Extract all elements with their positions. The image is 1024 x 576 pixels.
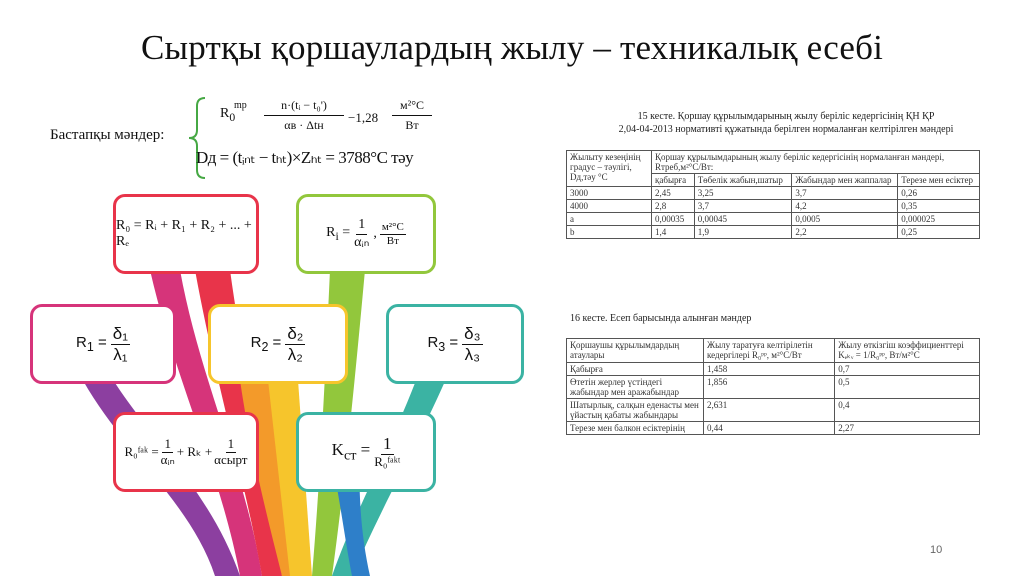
table16-cell: 1,856: [704, 376, 835, 399]
table16-cell: 2,631: [704, 399, 835, 422]
table16-caption: 16 кесте. Есеп барысында алынған мәндер: [570, 313, 752, 324]
r0-fact-box: [113, 412, 259, 492]
table15-caption: [566, 110, 1006, 136]
table15-subheader: қабырға: [652, 174, 695, 187]
r0-sum-formula: R₀ = Rᵢ + R₁ + R₂ + ... + Rₑ: [116, 218, 252, 249]
ri-symbol: $R_i$ =: [326, 225, 351, 243]
table15-cell: 1,4: [652, 226, 695, 239]
slide-title: Сыртқы қоршаулардың жылу – техникалық есебі: [140, 28, 884, 67]
table15-cell: 3,7: [792, 187, 898, 200]
page-number: 10: [930, 544, 943, 556]
r0-fact-symbol: R₀ᶠᵃᵏ =: [124, 444, 159, 459]
table15-head-group: Қоршау құрылымдарының жылу беріліс кедергісінің нормаланған мәндері, Rтреб,м²°С/Вт:: [652, 151, 980, 174]
table15: [566, 150, 980, 239]
table15-cell: 0,0005: [792, 213, 898, 226]
r0-unit-den: Вт: [405, 118, 419, 132]
r1-symbol: $R_1$ =: [76, 334, 107, 354]
table15-cell: 3,25: [694, 187, 792, 200]
table15-cell: 2,45: [652, 187, 695, 200]
r0-tail: −1,28: [348, 110, 379, 125]
table15-cell: 2,8: [652, 200, 695, 213]
r0-denominator: αв · Δtн: [284, 118, 324, 132]
r1-box: [30, 304, 176, 384]
r0-sum-box: [113, 194, 259, 274]
k-fraction: $\frac{1}{\text{R₀ᶠᵃᵏᵗ}}$: [374, 434, 401, 469]
ri-fraction: $\frac{1}{\text{αᵢₙ}}$: [354, 217, 370, 250]
r0-fact-frac2: $\frac{1}{\text{αсырт}}$: [214, 435, 248, 467]
r3-symbol: $R_3$ =: [427, 334, 459, 354]
table-row: [567, 187, 980, 200]
table15-caption-line1: 15 кесте. Қоршау құрылымдарының жылу беріліс кедергісінің ҚН ҚР: [637, 111, 935, 122]
table15-cell: a: [567, 213, 652, 226]
r2-fraction: $\frac{\text{δ₂}}{\text{λ₂}}$: [287, 323, 304, 364]
table16-cell: 1,458: [704, 363, 835, 376]
table-row: [567, 422, 980, 435]
table15-cell: 1,9: [694, 226, 792, 239]
table16-header: Жылу өткізгіш коэффициенттері Kₑₖᵥ = 1/R₀ᵖᵖ, Вт/м²°С: [835, 339, 980, 363]
table-row: [567, 213, 980, 226]
degree-day-formula: Dд = (tᵢₙₜ − tₕₜ)×Zₕₜ = 3788°С тәу: [196, 148, 414, 167]
r1-fraction: $\frac{\text{δ₁}}{\text{λ₁}}$: [112, 323, 128, 364]
r0-fact-frac1: $\frac{1}{\text{αᵢₙ}}$: [160, 435, 175, 467]
ri-unit: $\frac{\text{м²°С}}{Вт}$: [381, 220, 404, 247]
r0-symbol: $R_0$: [220, 106, 236, 124]
table16-header: Қоршаушы құрылымдардың атаулары: [567, 339, 704, 363]
table-row: [567, 200, 980, 213]
table16: [566, 338, 980, 435]
k-box: [296, 412, 436, 492]
table15-cell: 0,00045: [694, 213, 792, 226]
table16-cell: 0,44: [704, 422, 835, 435]
table15-cell: 4,2: [792, 200, 898, 213]
table16-cell: Шатырлық, салқын еденасты мен үйастың қабаты жабындары: [567, 399, 704, 422]
initial-values-label: Бастапқы мәндер:: [50, 127, 165, 143]
r3-box: [386, 304, 524, 384]
table16-cell: Өтетін жерлер үстіндегі жабындар мен аражабындар: [567, 376, 704, 399]
r0-superscript: mp: [234, 100, 247, 111]
table15-head-col0: Жылыту кезеңінің градус – тәулігі, Dд,тәу °С: [567, 151, 652, 187]
table15-cell: 0,25: [898, 226, 980, 239]
r2-symbol: $R_2$ =: [250, 334, 282, 354]
table15-subheader: Төбелік жабын,шатыр: [694, 174, 792, 187]
r0-unit-num: м²°С: [400, 98, 424, 112]
table16-cell: 2,27: [835, 422, 980, 435]
table16-header: Жылу таратуға келтірілетін кедергілері R₀ᵖᵖ, м²°С/Вт: [704, 339, 835, 363]
table-row: [567, 399, 980, 422]
table15-cell: 0,35: [898, 200, 980, 213]
ri-box: $R_i$ = $\frac{1}{\text{αᵢₙ}}$ , $\frac{\text{м²°С}}{Вт}$: [296, 194, 436, 274]
table15-cell: 0,000025: [898, 213, 980, 226]
table-row: [567, 226, 980, 239]
table15-cell: 2,2: [792, 226, 898, 239]
table15-cell: 3000: [567, 187, 652, 200]
table-row: [567, 376, 980, 399]
r2-box: [208, 304, 348, 384]
table15-cell: b: [567, 226, 652, 239]
table16-cell: 0,7: [835, 363, 980, 376]
k-symbol: $K_{ст}$ =: [331, 439, 371, 464]
table-row: [567, 363, 980, 376]
r3-fraction: $\frac{\text{δ₃}}{\text{λ₃}}$: [464, 323, 481, 364]
table16-cell: Қабырға: [567, 363, 704, 376]
table15-subheader: Жабындар мен жаппалар: [792, 174, 898, 187]
table16-cell: 0,4: [835, 399, 980, 422]
table15-cell: 0,00035: [652, 213, 695, 226]
table15-caption-line2: 2,04-04-2013 нормативті құжатында берілген нормаланған келтірілген мәндері: [618, 124, 954, 135]
table15-cell: 0,26: [898, 187, 980, 200]
table16-cell: Терезе мен балкон есіктерінің: [567, 422, 704, 435]
r0-fact-mid: + Rₖ +: [176, 444, 213, 459]
table16-cell: 0,5: [835, 376, 980, 399]
table15-cell: 4000: [567, 200, 652, 213]
table15-subheader: Терезе мен есіктер: [898, 174, 980, 187]
table15-cell: 3,7: [694, 200, 792, 213]
r0-numerator: n·(tᵢ − t₀'): [281, 98, 327, 112]
